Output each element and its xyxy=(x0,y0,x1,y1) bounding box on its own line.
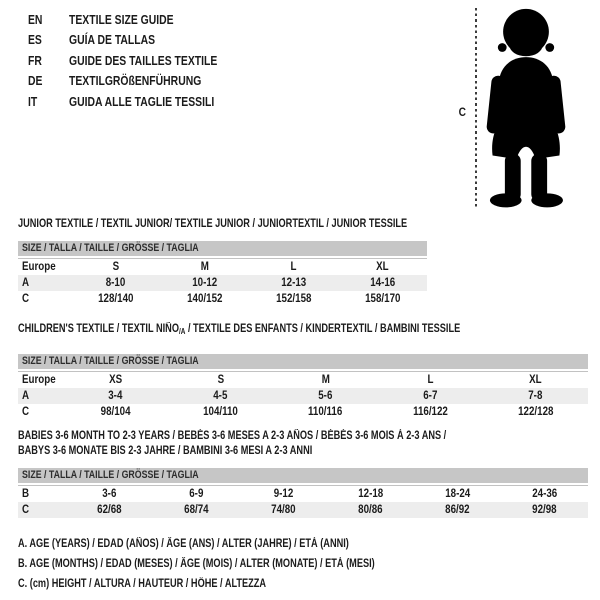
cell-value: 62/68 xyxy=(97,504,122,516)
cell-value: S xyxy=(217,374,224,386)
language-code: IT xyxy=(28,93,38,109)
cell-value: 80/86 xyxy=(358,504,383,516)
cell-value: XL xyxy=(376,261,389,273)
guide-title-es: GUÍA DE TALLAS xyxy=(69,32,156,48)
baby-height-figure xyxy=(452,6,577,218)
section-title xyxy=(18,429,588,459)
language-row-es xyxy=(28,30,254,51)
size-header-text: SIZE / TALLA / TAILLE / GRÖSSE / TAGLIA xyxy=(22,469,199,481)
row-label: C xyxy=(22,504,30,516)
cell-value: 7-8 xyxy=(528,390,543,402)
babies-size-table xyxy=(18,468,588,518)
section-title-line2: BABYS 3-6 MONATE BIS 2-3 JAHRE / BAMBINI 3-6 MESI A 2-3 ANNI xyxy=(18,445,313,457)
size-header-text: SIZE / TALLA / TAILLE / GRÖSSE / TAGLIA xyxy=(22,355,199,367)
table-row-age xyxy=(18,388,588,404)
cell-value: 18-24 xyxy=(444,488,470,500)
language-row-it xyxy=(28,91,254,112)
legend-line-a xyxy=(18,534,464,554)
row-label: Europe xyxy=(22,374,56,386)
row-label: C xyxy=(22,406,30,418)
children-size-grid xyxy=(18,371,588,420)
cell-value: 92/98 xyxy=(532,504,557,516)
junior-size-grid xyxy=(18,258,427,307)
table-row-europe xyxy=(18,372,588,389)
language-code: ES xyxy=(28,32,42,48)
cell-value: 3-4 xyxy=(108,390,123,402)
guide-title-fr: GUIDE DES TAILLES TEXTILE xyxy=(69,52,218,68)
table-row-height xyxy=(18,404,588,420)
cell-value: M xyxy=(321,374,330,386)
cell-value: S xyxy=(112,261,119,273)
section-childrens-textile xyxy=(18,322,588,420)
language-title-list xyxy=(28,9,254,112)
cell-value: 6-7 xyxy=(423,390,438,402)
cell-value: 158/170 xyxy=(364,293,401,305)
cell-value: 10-12 xyxy=(191,277,217,289)
cell-value: 3-6 xyxy=(102,488,117,500)
cell-value: XS xyxy=(108,374,123,386)
baby-silhouette-icon xyxy=(482,8,570,210)
cell-value: 4-5 xyxy=(213,390,228,402)
cell-value: 14-16 xyxy=(369,277,395,289)
cell-value: 74/80 xyxy=(271,504,296,516)
section-title-line1: BABIES 3-6 MONTH TO 2-3 YEARS / BEBÉS 3-6 MESES A 2-3 AÑOS / BÉBÉS 3-6 MOIS À 2-3 ANS / xyxy=(18,430,447,442)
guide-title-de: TEXTILGRÖßENFÜHRUNG xyxy=(69,73,202,89)
section-title-text: JUNIOR TEXTILE / TEXTIL JUNIOR/ TEXTILE JUNIOR / JUNIORTEXTIL / JUNIOR TESSILE xyxy=(18,218,408,230)
cell-value: 5-6 xyxy=(318,390,333,402)
cell-value: 24-36 xyxy=(531,488,557,500)
language-code: DE xyxy=(28,73,43,89)
cell-value: 152/158 xyxy=(275,293,312,305)
section-junior-textile xyxy=(18,217,504,307)
cell-value: 86/92 xyxy=(445,504,470,516)
cell-value: L xyxy=(427,374,434,386)
row-label: Europe xyxy=(22,261,56,273)
cell-value: 128/140 xyxy=(97,293,134,305)
language-row-en xyxy=(28,9,254,30)
height-measure-label: C xyxy=(458,105,467,119)
legend-line-c xyxy=(18,574,464,594)
section-title xyxy=(18,217,504,232)
title-subscript: /A xyxy=(178,327,186,336)
row-label: C xyxy=(22,293,30,305)
size-header-text: SIZE / TALLA / TAILLE / GRÖSSE / TAGLIA xyxy=(22,242,199,254)
cell-value: 68/74 xyxy=(184,504,209,516)
cell-value: 9-12 xyxy=(273,488,294,500)
children-size-table xyxy=(18,354,588,420)
size-header-bar xyxy=(18,468,588,483)
guide-title-en: TEXTILE SIZE GUIDE xyxy=(69,11,174,27)
measurement-legend xyxy=(18,534,464,594)
cell-value: 8-10 xyxy=(105,277,126,289)
language-row-fr xyxy=(28,50,254,71)
legend-line-b xyxy=(18,554,464,574)
language-code: EN xyxy=(28,11,43,27)
table-row-age xyxy=(18,275,427,291)
cell-value: 122/128 xyxy=(517,406,554,418)
table-row-europe xyxy=(18,259,427,276)
section-title-text xyxy=(18,322,460,339)
cell-value: 98/104 xyxy=(100,406,131,418)
junior-size-table xyxy=(18,241,427,307)
language-code: FR xyxy=(28,52,42,68)
title-post: / TEXTILE DES ENFANTS / KINDERTEXTIL / BAMBINI TESSILE xyxy=(185,323,461,335)
babies-size-grid xyxy=(18,485,588,518)
guide-title-it: GUIDA ALLE TAGLIE TESSILI xyxy=(69,93,215,109)
cell-value: 12-18 xyxy=(357,488,383,500)
cell-value: 110/116 xyxy=(308,406,343,418)
cell-value: 12-13 xyxy=(280,277,306,289)
table-row-height xyxy=(18,502,588,518)
size-header-bar xyxy=(18,241,427,256)
cell-value: M xyxy=(200,261,209,273)
title-pre: CHILDREN'S TEXTILE / TEXTIL NIÑO xyxy=(18,323,179,335)
table-row-height xyxy=(18,291,427,307)
height-dotted-line xyxy=(475,8,477,209)
cell-value: 104/110 xyxy=(203,406,238,418)
legend-text-a: A. AGE (YEARS) / EDAD (AÑOS) / ÂGE (ANS) / ALTER (JAHRE) / ETÀ (ANNI) xyxy=(18,538,349,550)
table-row-months xyxy=(18,486,588,503)
section-title xyxy=(18,322,588,339)
size-header-bar xyxy=(18,354,588,369)
cell-value: L xyxy=(290,261,297,273)
row-label: A xyxy=(22,277,30,289)
cell-value: 116/122 xyxy=(413,406,448,418)
legend-text-b: B. AGE (MONTHS) / EDAD (MESES) / ÂGE (MOIS) / ALTER (MONATE) / ETÀ (MESI) xyxy=(18,558,375,570)
cell-value: 140/152 xyxy=(186,293,223,305)
row-label: A xyxy=(22,390,30,402)
section-babies-textile xyxy=(18,429,588,518)
row-label: B xyxy=(22,488,30,500)
cell-value: 6-9 xyxy=(189,488,204,500)
legend-text-c: C. (cm) HEIGHT / ALTURA / HAUTEUR / HÖHE / ALTEZZA xyxy=(18,578,267,590)
cell-value: XL xyxy=(529,374,542,386)
language-row-de xyxy=(28,71,254,92)
